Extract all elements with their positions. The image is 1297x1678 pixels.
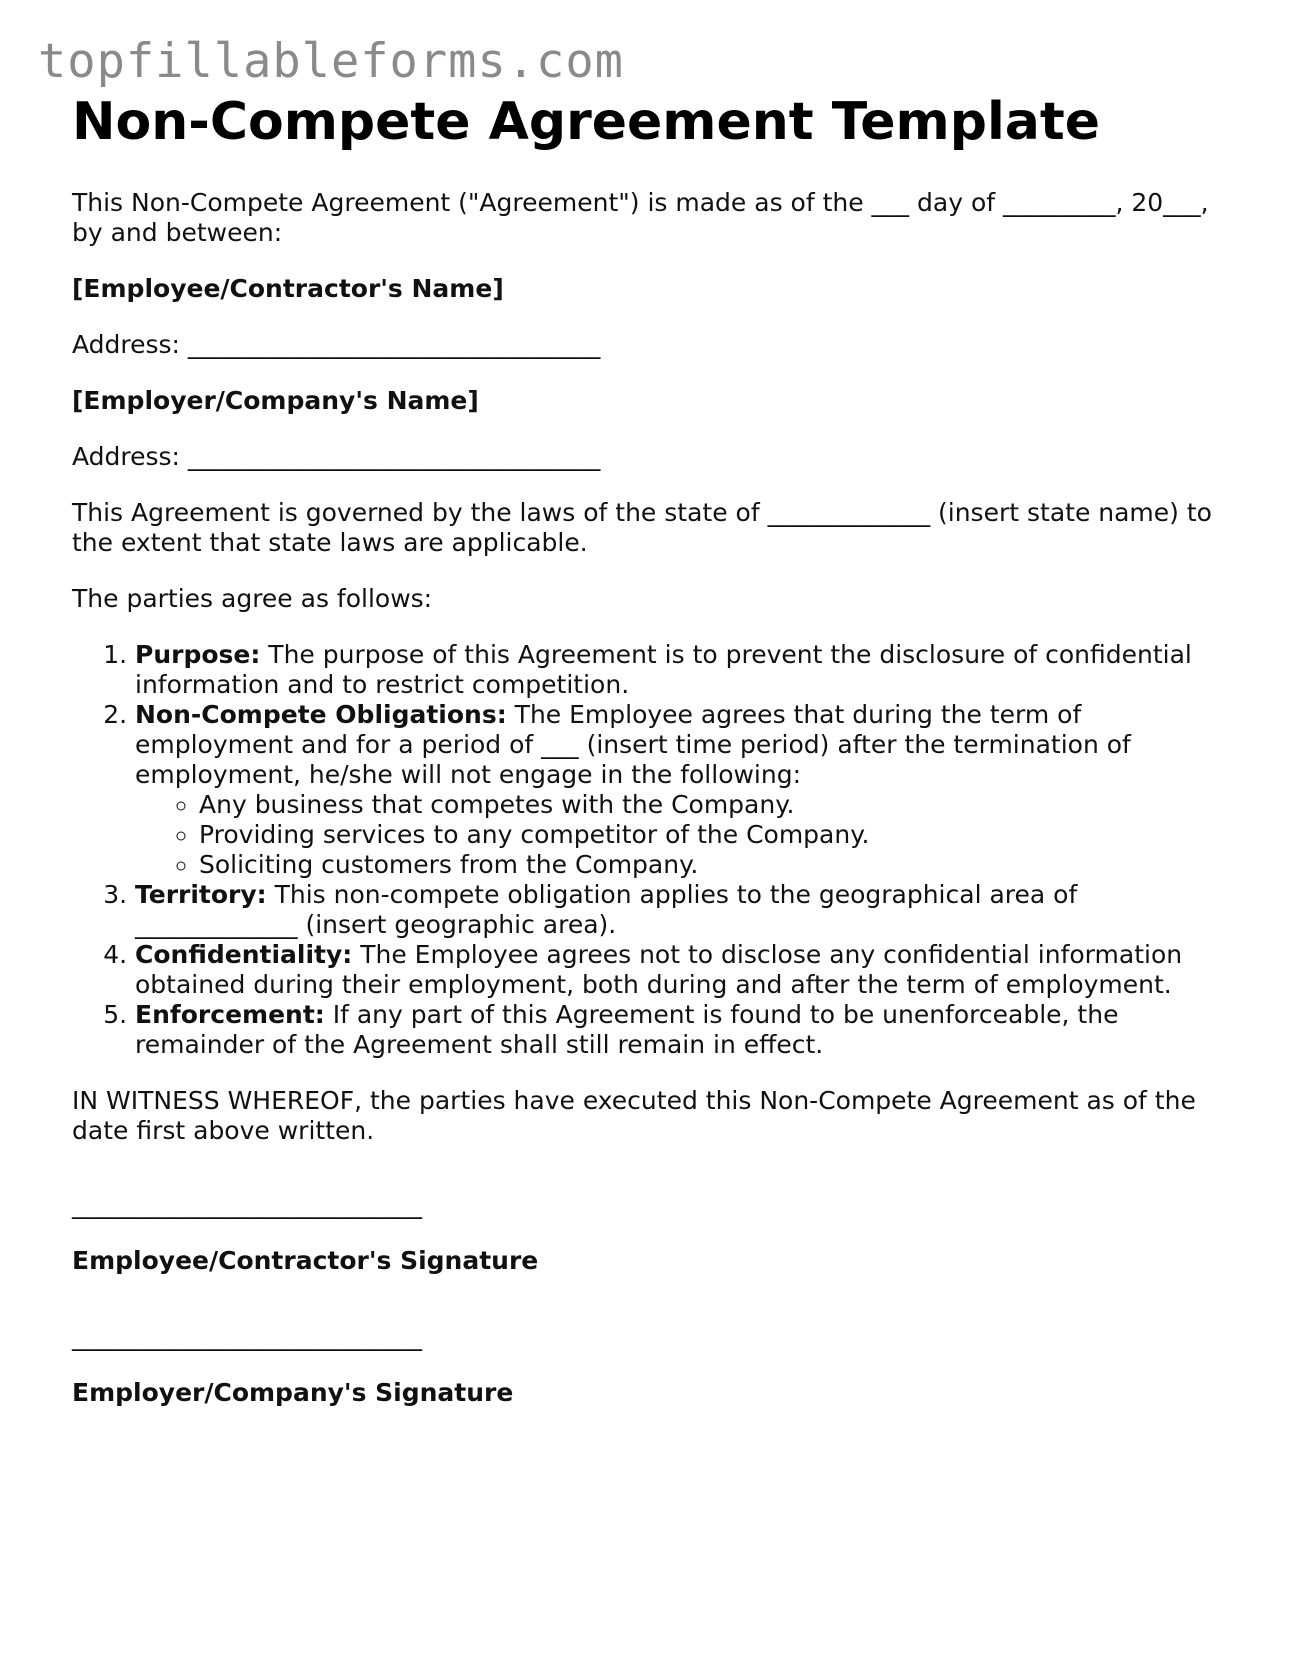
clause-heading: Confidentiality:	[135, 940, 353, 969]
employee-address-line: Address: _________________________________	[72, 330, 601, 359]
governing-law-paragraph: This Agreement is governed by the laws of the state of _____________ (insert state name) to the extent that state laws are applicable.	[72, 498, 1212, 557]
employer-signature-line: ____________________________	[72, 1322, 422, 1351]
agree-intro: The parties agree as follows:	[72, 584, 433, 613]
witness-paragraph: IN WITNESS WHEREOF, the parties have executed this Non-Compete Agreement as of the date first above written.	[72, 1086, 1196, 1145]
clause-text: The Employee agrees not to disclose any confidential information obtained during their employment, both during and after the term of employment.	[135, 940, 1183, 999]
clause-text: If any part of this Agreement is found to be unenforceable, the remainder of the Agreement shall still remain in effect.	[135, 1000, 1119, 1059]
clause-enforcement	[135, 1000, 1222, 1060]
clause-text: The purpose of this Agreement is to prevent the disclosure of confidential information and to restrict competition.	[135, 640, 1192, 699]
clause-text: The Employee agrees that during the term of employment and for a period of ___ (insert time period) after the termination of employment, he/she will not engage in the following:	[135, 700, 1131, 789]
watermark: topfillableforms.com	[38, 34, 624, 89]
clause-confidentiality	[135, 940, 1222, 1000]
clause-heading: Purpose:	[135, 640, 261, 669]
employee-signature-line: ____________________________	[72, 1190, 422, 1219]
restrictions-list	[135, 790, 1222, 880]
employer-signature-label: Employer/Company's Signature	[72, 1378, 514, 1407]
clause-purpose	[135, 640, 1222, 700]
clause-text: This non-compete obligation applies to the geographical area of _____________ (insert geographic area).	[135, 880, 1078, 939]
clause-heading: Territory:	[135, 880, 267, 909]
clauses-list	[72, 640, 1222, 1060]
clause-non-compete	[135, 700, 1222, 880]
page-title: Non-Compete Agreement Template	[72, 92, 1100, 152]
list-item: ◦ Soliciting customers from the Company.	[199, 850, 1222, 880]
document	[72, 92, 1222, 1408]
employee-signature-label: Employee/Contractor's Signature	[72, 1246, 539, 1275]
employer-name-placeholder: [Employer/Company's Name]	[72, 386, 479, 415]
list-item: ◦ Any business that competes with the Company.	[199, 790, 1222, 820]
employee-name-placeholder: [Employee/Contractor's Name]	[72, 274, 504, 303]
clause-heading: Non-Compete Obligations:	[135, 700, 507, 729]
clause-heading: Enforcement:	[135, 1000, 325, 1029]
list-item: ◦ Providing services to any competitor of the Company.	[199, 820, 1222, 850]
clause-territory	[135, 880, 1222, 940]
employer-address-line: Address: _________________________________	[72, 442, 601, 471]
intro-paragraph: This Non-Compete Agreement ("Agreement") is made as of the ___ day of _________, 20___, by and between:	[72, 188, 1209, 247]
